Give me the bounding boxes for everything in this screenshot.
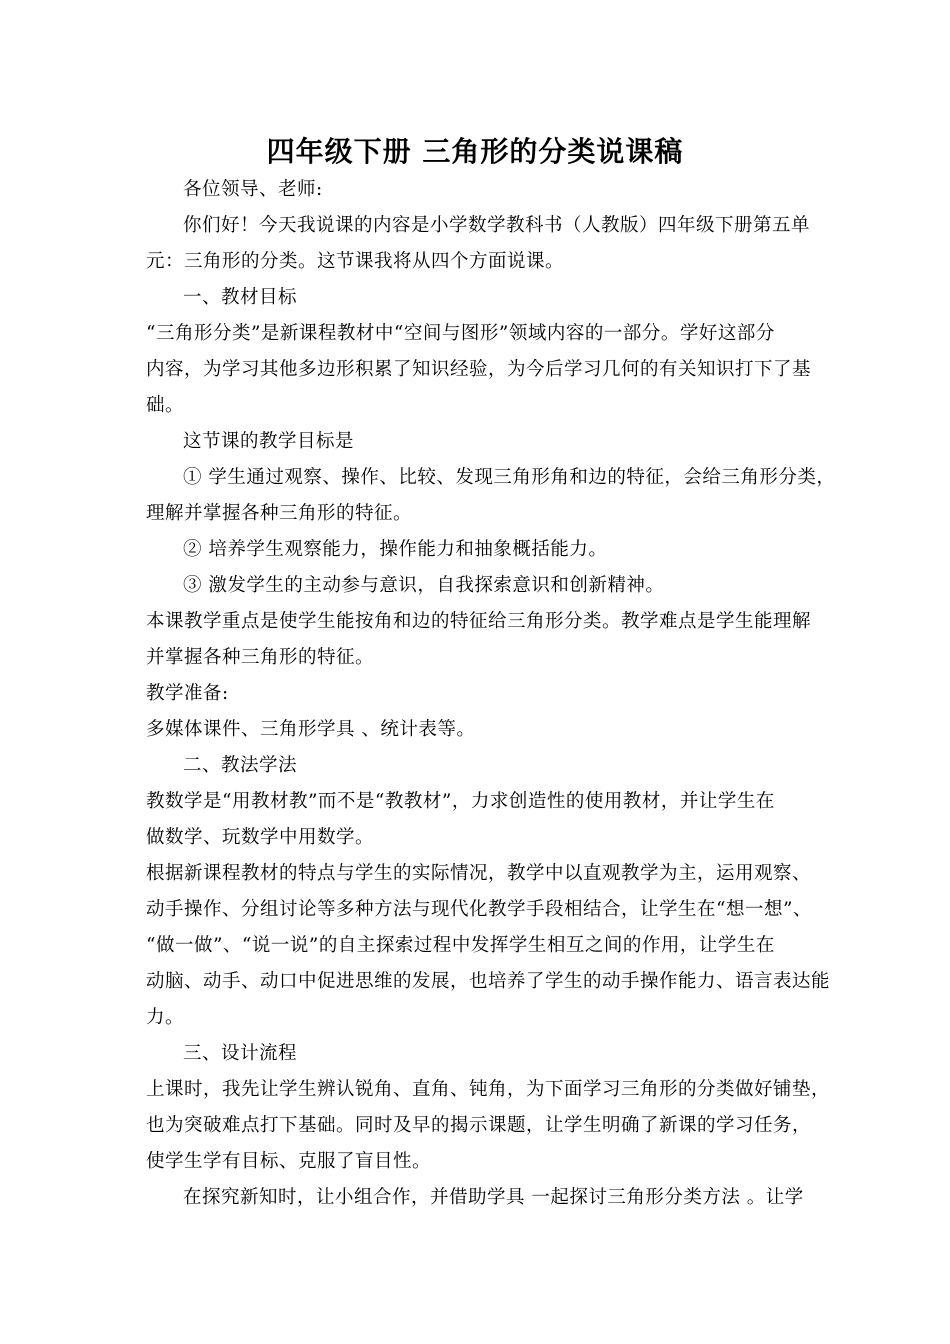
paragraph-line: “三角形分类”是新课程教材中“空间与图形”领域内容的一部分。学好这部分 <box>146 323 775 344</box>
paragraph-line: 这节课的教学目标是 <box>183 431 355 452</box>
paragraph-line: 力。 <box>146 1007 185 1028</box>
paragraph-line: 动脑、动手、动口中促进思维的发展，也培养了学生的动手操作能力、语言表达能 <box>146 971 831 992</box>
paragraph-line: 并掌握各种三角形的特征。 <box>146 647 375 668</box>
paragraph-line: 理解并掌握各种三角形的特征。 <box>146 503 413 524</box>
paragraph-line: 本课教学重点是使学生能按角和边的特征给三角形分类。教学难点是学生能理解 <box>146 611 812 632</box>
paragraph-line: 根据新课程教材的特点与学生的实际情况，教学中以直观教学为主，运用观察、 <box>146 863 812 884</box>
paragraph-line: 多媒体课件、三角形学具 、统计表等。 <box>146 719 476 740</box>
paragraph-line: 上课时，我先让学生辨认锐角、直角、钝角，为下面学习三角形的分类做好铺垫， <box>146 1079 831 1100</box>
paragraph-line: 础。 <box>146 395 185 416</box>
list-item: ② 培养学生观察能力，操作能力和抽象概括能力。 <box>183 539 608 560</box>
document-title: 四年级下册 三角形的分类说课稿 <box>266 135 684 168</box>
list-item: ③ 激发学生的主动参与意识，自我探索意识和创新精神。 <box>183 575 665 596</box>
paragraph-line: 教数学是“用教材教”而不是“教教材”，力求创造性的使用教材，并让学生在 <box>146 791 775 812</box>
paragraph-line: 使学生学有目标、克服了盲目性。 <box>146 1151 432 1172</box>
section-heading: 三、设计流程 <box>183 1043 298 1064</box>
list-item: ① 学生通过观察、操作、比较、发现三角形角和边的特征，会给三角形分类， <box>183 467 836 488</box>
paragraph-line: 动手操作、分组讨论等多种方法与现代化教学手段相结合，让学生在“想一想”、 <box>146 899 812 920</box>
paragraph-line: 内容，为学习其他多边形积累了知识经验，为今后学习几何的有关知识打下了基 <box>146 359 812 380</box>
paragraph-line: 各位领导、老师: <box>183 179 323 200</box>
section-heading: 一、教材目标 <box>183 287 298 308</box>
paragraph-line: 教学准备: <box>146 683 229 704</box>
paragraph-line: 也为突破难点打下基础。同时及早的揭示课题，让学生明确了新课的学习任务， <box>146 1115 812 1136</box>
paragraph-line: “做一做”、“说一说”的自主探索过程中发挥学生相互之间的作用，让学生在 <box>146 935 775 956</box>
paragraph-line: 做数学、玩数学中用数学。 <box>146 827 375 848</box>
paragraph-line: 元：三角形的分类。这节课我将从四个方面说课。 <box>146 251 565 272</box>
paragraph-line: 在探究新知时，让小组合作，并借助学具 一起探讨三角形分类方法 。让学 <box>183 1187 804 1208</box>
paragraph-line: 你们好！今天我说课的内容是小学数学教科书（人教版）四年级下册第五单 <box>183 215 811 236</box>
section-heading: 二、教法学法 <box>183 755 298 776</box>
